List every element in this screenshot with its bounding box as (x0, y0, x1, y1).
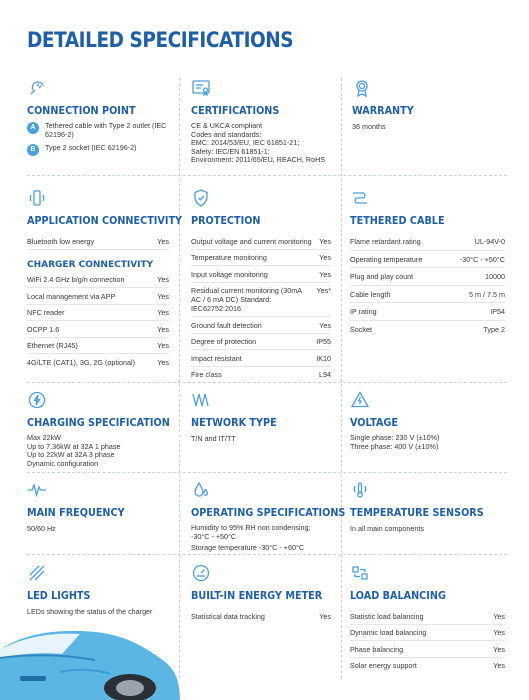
subsection-title: CHARGER CONNECTIVITY (27, 259, 154, 270)
spec-table (191, 608, 331, 624)
badge: B (27, 144, 39, 156)
row-value: Yes (319, 269, 331, 279)
table-row (350, 268, 505, 286)
row-key: NFC reader (27, 308, 65, 317)
row-value: Yes (319, 253, 331, 262)
section-title: BUILT-IN ENERGY METER (191, 590, 323, 602)
section-title: MAIN FREQUENCY (27, 507, 125, 519)
row-value: Yes (319, 320, 331, 330)
row-value: Yes (157, 308, 169, 317)
meter-icon (191, 563, 211, 583)
row-value: Type 2 (483, 324, 505, 334)
row-key: Phase balancing (350, 644, 404, 654)
row-value: IP54 (490, 307, 505, 316)
table-row (191, 317, 331, 334)
network-type-section (191, 390, 333, 443)
spec-table (27, 233, 169, 250)
shield-icon (191, 188, 211, 208)
table-row (27, 354, 169, 370)
table-row (27, 321, 169, 338)
cert-line: Environment: 2011/65/EU, REACH, RoHS (191, 155, 326, 165)
row-key: WiFi 2.4 GHz b/g/n connection (27, 275, 125, 284)
table-row (350, 233, 505, 251)
operating-text (191, 524, 336, 553)
table-row (350, 625, 505, 642)
row-value: Yes (157, 357, 169, 367)
spec-table (191, 233, 331, 382)
warning-icon (350, 390, 370, 410)
charging-text (27, 434, 172, 468)
section-title: APPLICATION CONNECTIVITY (27, 215, 183, 227)
row-key: Socket (350, 324, 372, 334)
spec-line: Humidity to 95% RH non condensing; (191, 523, 311, 532)
thermometer-icon (350, 480, 370, 500)
badge: A (27, 122, 39, 134)
table-row (350, 658, 505, 674)
warranty-text: 36 months (352, 122, 386, 131)
row-value: IK10 (316, 353, 331, 363)
table-row (191, 250, 331, 267)
row-value: Yes (157, 291, 169, 301)
spec-table (27, 272, 169, 370)
phone-signal-icon (27, 188, 47, 208)
electric-car-image (0, 610, 180, 700)
row-key: Cable length (350, 289, 391, 299)
row-key: Flame retardant rating (350, 237, 421, 246)
page-title: DETAILED SPECIFICATIONS (27, 28, 294, 52)
row-value: Yes (493, 661, 505, 670)
row-key: Ethernet (RJ45) (27, 341, 78, 350)
row-key: Dynamic load balancing (350, 628, 427, 637)
row-key: Output voltage and current monitoring (191, 236, 312, 246)
row-key: Ground fault detection (191, 320, 262, 330)
table-row (350, 303, 505, 321)
table-row (27, 305, 169, 322)
row-value: Yes (493, 644, 505, 654)
row-value: -30°C - +50°C (459, 254, 505, 264)
row-value: 5 m / 7.5 m (469, 289, 505, 299)
network-text: T/N and IT/TT (191, 434, 236, 443)
application-connectivity-section (27, 188, 183, 370)
section-title: PROTECTION (191, 215, 261, 227)
voltage-text (350, 434, 505, 451)
row-key: Input voltage monitoring (191, 269, 268, 279)
row-value: UL-94V-0 (474, 237, 505, 246)
table-row (27, 338, 169, 355)
table-row (191, 266, 331, 283)
table-row (27, 233, 169, 250)
spec-line: Storage temperature -30°C - +60°C (191, 543, 305, 553)
list-item (27, 122, 169, 139)
section-title: WARRANTY (352, 105, 414, 117)
row-value: Yes (157, 324, 169, 334)
row-divider (27, 554, 507, 555)
row-value: IP55 (316, 337, 331, 346)
table-row (27, 288, 169, 305)
row-key: 4G/LTE (CAT1), 3G, 2G (optional) (27, 357, 135, 367)
section-title: CERTIFICATIONS (191, 105, 280, 117)
spec-table (350, 608, 505, 673)
row-key: Impact resistant (191, 353, 242, 363)
table-row (350, 321, 505, 338)
warranty-section (352, 78, 507, 131)
led-icon (27, 563, 47, 583)
frequency-text: 50/60 Hz (27, 524, 56, 533)
voltage-section (350, 390, 505, 451)
row-key: Plug and play count (350, 272, 414, 281)
section-title: VOLTAGE (350, 417, 398, 429)
row-key: Local management via APP (27, 291, 116, 301)
row-key: Residual current monitoring (30mA AC / 6 mA DC) Standard: IEC62752:2016 (191, 286, 302, 313)
table-row (191, 283, 331, 318)
row-key: IP rating (350, 307, 377, 316)
operating-specifications-section (191, 480, 346, 553)
sensors-text: In all main components (350, 524, 424, 533)
row-value: Yes (157, 275, 169, 284)
cable-icon (350, 188, 370, 208)
section-title: OPERATING SPECIFICATIONS (191, 507, 346, 519)
row-key: Bluetooth low energy (27, 236, 95, 246)
load-balancing-section (350, 563, 505, 673)
table-row (191, 233, 331, 250)
section-title: LOAD BALANCING (350, 590, 446, 602)
cert-line: EMC: 2014/53/EU, IEC 61851-21; (191, 138, 300, 148)
certifications-section (191, 78, 333, 165)
row-divider (27, 382, 507, 383)
waveform-icon (191, 390, 211, 410)
row-key: Fire class (191, 370, 222, 379)
spec-line: Up to 22kW at 32A 3 phase (27, 450, 115, 460)
protection-section (191, 188, 331, 382)
table-row (350, 286, 505, 304)
section-title: TETHERED CABLE (350, 215, 445, 227)
row-value: Yes (493, 628, 505, 637)
row-key: Temperature monitoring (191, 253, 267, 262)
table-row (191, 350, 331, 367)
row-value: 10000 (485, 272, 505, 281)
tethered-cable-section (350, 188, 505, 337)
row-key: Statistical data tracking (191, 611, 265, 621)
certificate-icon (191, 78, 211, 98)
item-text: Type 2 socket (IEC 62196-2) (45, 143, 137, 153)
spec-line: Up to 7.36kW at 32A 1 phase (27, 441, 121, 451)
table-row (27, 272, 169, 289)
spec-line: -30°C - +50°C (191, 531, 237, 541)
section-title: TEMPERATURE SENSORS (350, 507, 484, 519)
table-row (350, 641, 505, 658)
temperature-sensors-section (350, 480, 505, 533)
column-divider (179, 78, 180, 678)
row-value: Yes (157, 236, 169, 246)
row-value: Yes* (316, 286, 331, 295)
row-value: Yes (319, 236, 331, 246)
section-title: CHARGING SPECIFICATION (27, 417, 170, 429)
row-key: Degree of protection (191, 337, 257, 346)
cert-text (191, 122, 333, 165)
table-row (350, 608, 505, 625)
connection-point-section (27, 78, 169, 156)
cert-line: CE & UKCA compliant (191, 121, 263, 130)
led-text: LEDs showing the status of the charger (27, 607, 153, 616)
row-key: OCPP 1.6 (27, 324, 60, 334)
section-title: NETWORK TYPE (191, 417, 277, 429)
award-icon (352, 78, 372, 98)
row-key: Solar energy support (350, 661, 417, 670)
section-title: CONNECTION POINT (27, 105, 136, 117)
table-row (191, 608, 331, 624)
spec-line: Dynamic configuration (27, 458, 99, 468)
charging-specification-section (27, 390, 172, 468)
table-row (191, 367, 331, 383)
row-divider (27, 175, 507, 176)
table-row (191, 334, 331, 351)
row-value: L94 (319, 370, 331, 379)
row-divider (27, 472, 507, 473)
led-lights-section (27, 563, 172, 616)
pulse-icon (27, 480, 47, 500)
row-value: Yes (157, 341, 169, 350)
row-key: Statistic load balancing (350, 611, 424, 621)
plug-icon (27, 78, 47, 98)
load-balancing-icon (350, 563, 370, 583)
list-item (27, 144, 169, 156)
spec-line: Single phase: 230 V (±10%) (350, 433, 440, 442)
section-title: LED LIGHTS (27, 590, 91, 602)
droplets-icon (191, 480, 211, 500)
table-row (350, 251, 505, 269)
spec-line: Max 22kW (27, 433, 61, 442)
bolt-icon (27, 390, 47, 410)
cert-line: Codes and standards: (191, 129, 262, 139)
spec-table (350, 233, 505, 337)
spec-line: Three phase: 400 V (±10%) (350, 441, 439, 451)
row-value: Yes (319, 611, 331, 621)
column-divider (341, 78, 342, 678)
item-text: Tethered cable with Type 2 outlet (IEC 62196-2) (45, 121, 167, 139)
main-frequency-section (27, 480, 172, 533)
row-value: Yes (493, 611, 505, 621)
row-key: Operating temperature (350, 254, 423, 264)
cert-line: Safety: IEC/EN 61851-1; (191, 146, 270, 156)
energy-meter-section (191, 563, 331, 624)
